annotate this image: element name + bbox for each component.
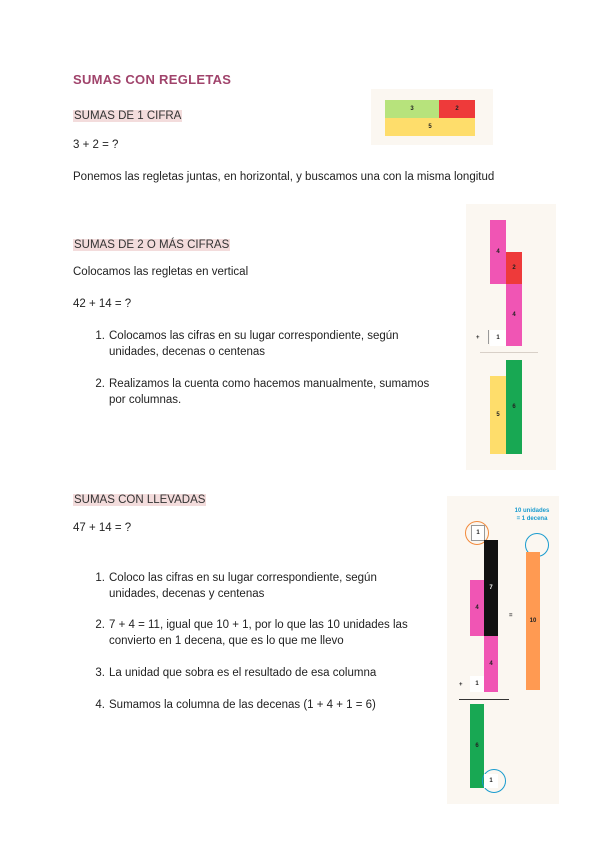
section2-equation: 42 + 14 = ? xyxy=(73,298,132,310)
section3-step-3: 3. La unidad que sobra es el resultado de esa columna xyxy=(95,667,377,679)
figure-2-cifras xyxy=(466,204,556,470)
section1-heading: SUMAS DE 1 CIFRA xyxy=(74,110,182,122)
section2-step-2: 2. Realizamos la cuenta como hacemos manualmente, sumamos por columnas. xyxy=(95,378,430,406)
page-title: SUMAS CON REGLETAS xyxy=(73,72,232,87)
section2-heading: SUMAS DE 2 O MÁS CIFRAS xyxy=(74,239,230,251)
rod-2: 2 xyxy=(439,100,475,118)
rod-tens-1: 1 xyxy=(470,676,484,692)
section3-step-2: 2. 7 + 4 = 11, igual que 10 + 1, por lo que las 10 unidades las convierto en 1 decena, que es lo que me llevo xyxy=(95,619,408,647)
section3-step-1: 1. Coloco las cifras en su lugar correspondiente, según unidades, decenas y centenas xyxy=(95,572,377,600)
note-line-1: 10 unidades xyxy=(514,508,550,514)
result-line xyxy=(459,699,509,700)
figure-llevadas xyxy=(447,496,559,804)
rod-result-unit: 1 xyxy=(484,774,498,788)
plus-sign: + xyxy=(459,682,463,688)
divider xyxy=(488,330,489,344)
rod-tens-1: 1 xyxy=(490,330,506,346)
rod-result-6: 6 xyxy=(470,704,484,788)
result-line xyxy=(480,352,538,353)
rod-5: 5 xyxy=(385,118,475,136)
note-line-2: = 1 decena xyxy=(516,516,548,522)
rod-tens-4: 4 xyxy=(470,580,484,636)
plus-sign: + xyxy=(476,335,480,341)
rod-tens-4: 4 xyxy=(490,220,506,284)
rod-orange-10: 10 xyxy=(526,552,540,690)
rod-result-5: 5 xyxy=(490,376,506,454)
rod-result-6: 6 xyxy=(506,360,522,454)
carry-box: 1 xyxy=(471,525,485,541)
section3-heading: SUMAS CON LLEVADAS xyxy=(74,494,206,506)
section3-equation: 47 + 14 = ? xyxy=(73,522,132,534)
section3-step-4: 4. Sumamos la columna de las decenas (1 + 4 + 1 = 6) xyxy=(95,699,376,711)
equals-sign: = xyxy=(509,613,513,619)
rod-3: 3 xyxy=(385,100,439,118)
section1-equation: 3 + 2 = ? xyxy=(73,139,119,151)
rod-units-4: 4 xyxy=(484,636,498,692)
figure-1-cifra xyxy=(371,89,493,145)
section2-step-1: 1. Colocamos las cifras en su lugar correspondiente, según unidades, decenas o centenas xyxy=(95,330,399,358)
section1-text: Ponemos las regletas juntas, en horizontal, y buscamos una con la misma longitud xyxy=(73,171,495,183)
rod-units-2: 2 xyxy=(506,252,522,284)
rod-units-7: 7 xyxy=(484,540,498,636)
section2-intro: Colocamos las regletas en vertical xyxy=(73,266,249,278)
rod-units-4: 4 xyxy=(506,284,522,346)
